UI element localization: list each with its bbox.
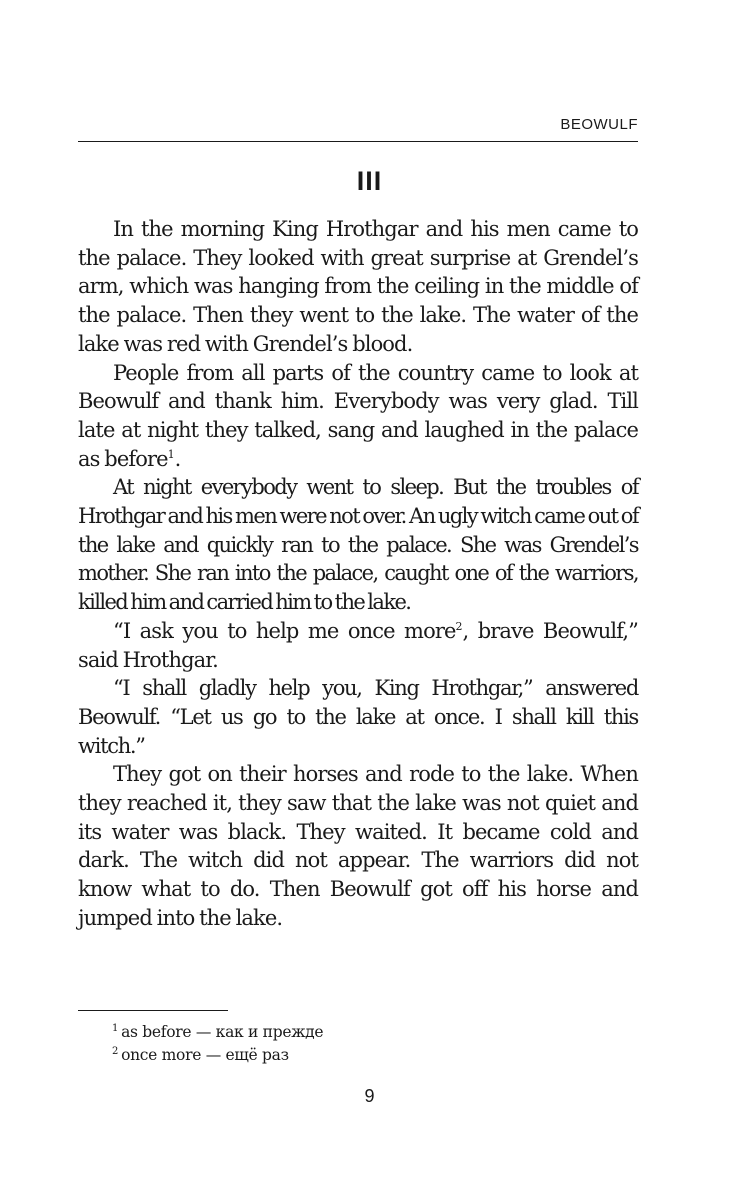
- paragraph-text: .: [174, 446, 181, 471]
- paragraph-text: “I ask you to help me once more: [113, 618, 456, 643]
- footnote-reference: 2: [455, 619, 463, 633]
- footnote-reference: 1: [167, 447, 175, 461]
- footnote-mark: 1: [112, 1023, 119, 1034]
- footnote-text: once more — ещё раз: [121, 1046, 289, 1064]
- footnote-text: as before — как и прежде: [121, 1023, 324, 1041]
- footnote-mark: 2: [112, 1046, 119, 1057]
- paragraph-text: In the morning King Hrothgar and his men came to the palace. They looked with great surprise at Grendel’s arm, which was hanging from the ceiling in the middle of the palace. Then they went to the lake. The water of the lake was red with Grendel’s blood.: [78, 217, 638, 356]
- paragraph: [78, 215, 638, 359]
- paragraph: [78, 760, 638, 932]
- paragraph-text: They got on their horses and rode to the lake. When they reached it, they saw that the lake was not quiet and its water was black. They waited. It became cold and dark. The witch did not appear. The warriors did not know what to do. Then Beowulf got off his horse and jumped into the lake.: [78, 762, 638, 930]
- footnote-2: [112, 1044, 323, 1067]
- running-head: BEOWULF: [560, 116, 638, 133]
- body-text: [78, 215, 638, 933]
- footnote-rule: [78, 1010, 228, 1011]
- paragraph-text: At night everybody went to sleep. But the troubles of Hrothgar and his men were not over. An ugly witch came out of the lake and quickly ran to the palace. She was Grendel’s mother. She ran into the palace, caught one of the warriors, killed him and carried him to the lake.: [78, 475, 638, 615]
- paragraph-text: People from all parts of the country came to look at Beowulf and thank him. Everybody was very glad. Till late at night they talked, sang and laughed in the palace as before: [78, 360, 638, 471]
- footnotes: [112, 1021, 323, 1067]
- paragraph: [78, 674, 638, 760]
- paragraph: [78, 473, 638, 617]
- paragraph: [78, 359, 638, 474]
- paragraph: [78, 617, 638, 674]
- paragraph-text: “I shall gladly help you, King Hrothgar,” answered Beowulf. “Let us go to the lake at once. I shall kill this witch.”: [78, 676, 638, 758]
- footnote-1: [112, 1021, 323, 1044]
- header-rule: [78, 141, 638, 142]
- page-number: 9: [364, 1086, 375, 1106]
- chapter-number: III: [356, 166, 383, 196]
- paragraph-text: , brave Beowulf,” said Hrothgar.: [78, 618, 638, 672]
